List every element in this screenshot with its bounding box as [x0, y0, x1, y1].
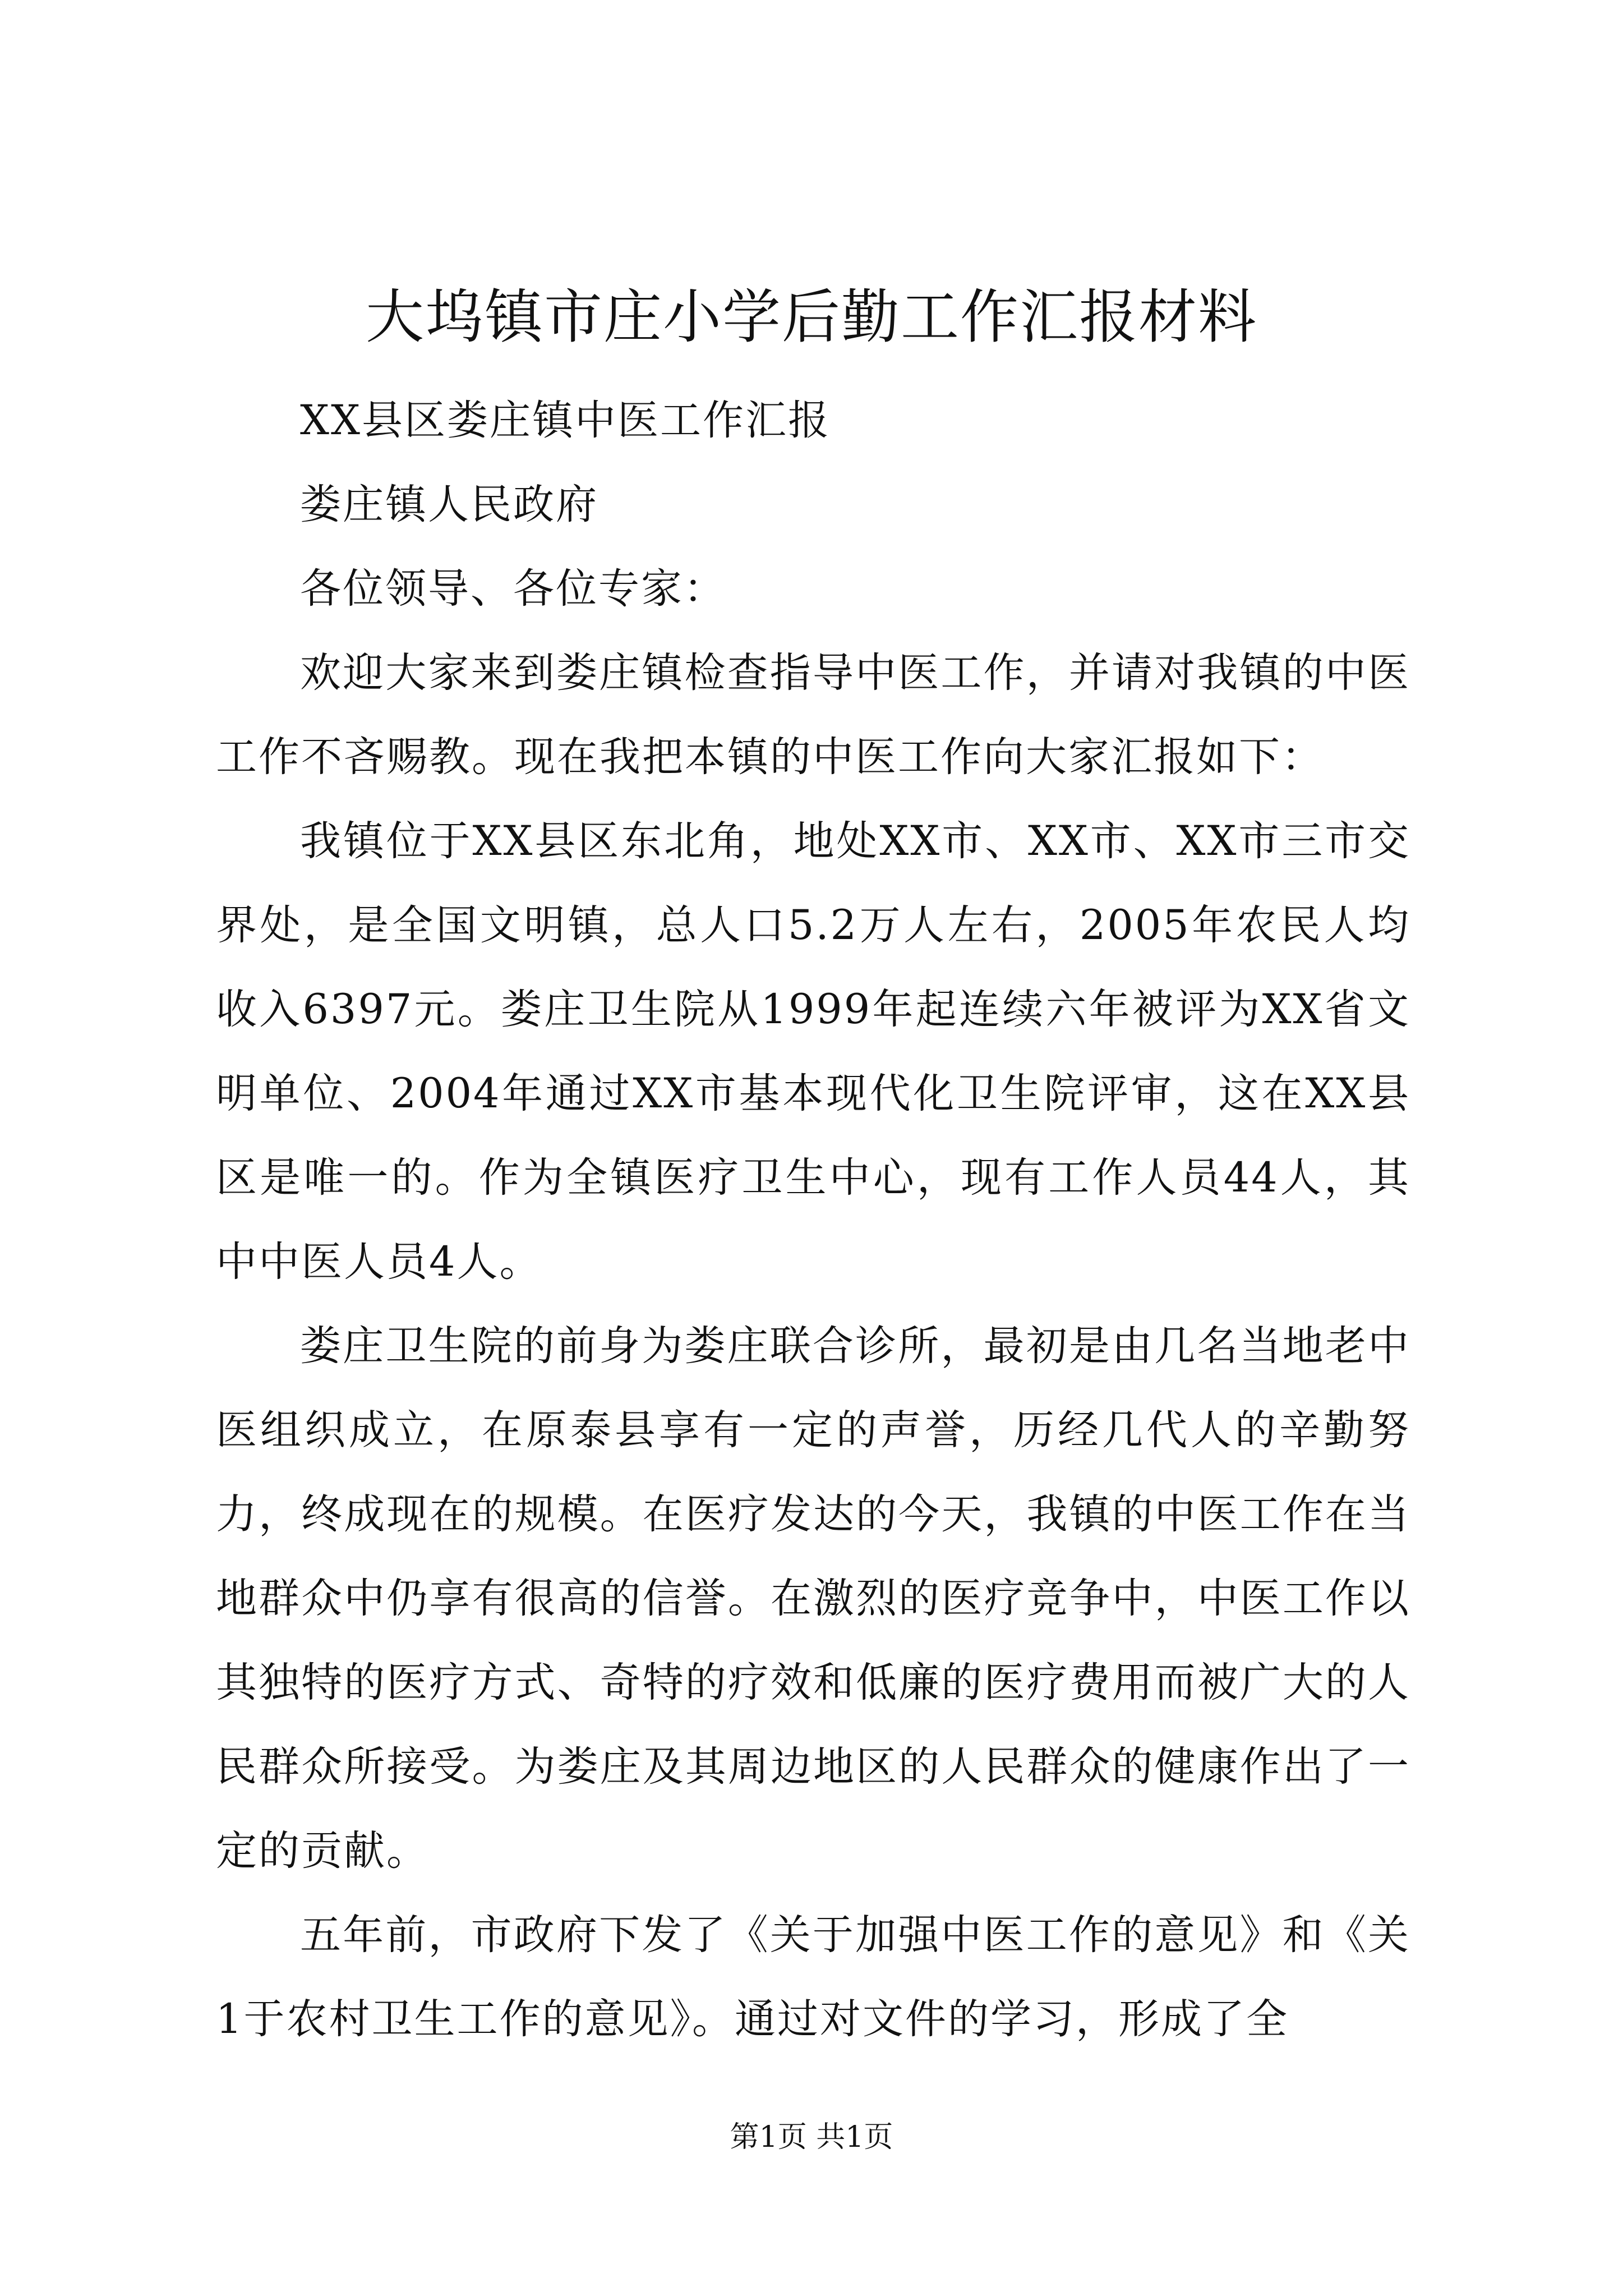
document-body	[216, 379, 1410, 2062]
paragraph: 娄庄镇人民政府	[300, 481, 598, 528]
page-footer: 第1页 共1页	[730, 2120, 893, 2154]
paragraph: 五年前，市政府下发了《关于加强中医工作的意见》和《关1于农村卫生工作的意见》。通过对文件的学习，形成了全	[216, 1911, 1410, 2043]
paragraph: 娄庄卫生院的前身为娄庄联合诊所，最初是由几名当地老中医组织成立，在原泰县享有一定的声誉，历经几代人的辛勤努力，终成现在的规模。在医疗发达的今天，我镇的中医工作在当地群众中仍享有很高的信誉。在激烈的医疗竞争中，中医工作以其独特的医疗方式、奇特的疗效和低廉的医疗费用而被广大的人民群众所接受。为娄庄及其周边地区的人民群众的健康作出了一定的贡献。	[216, 1322, 1410, 1875]
paragraph: 欢迎大家来到娄庄镇检查指导中医工作，并请对我镇的中医工作不吝赐教。现在我把本镇的中医工作向大家汇报如下：	[216, 649, 1410, 781]
paragraph: 我镇位于XX县区东北角，地处XX市、XX市、XX市三市交界处，是全国文明镇，总人口5.2万人左右，2005年农民人均收入6397元。娄庄卫生院从1999年起连续六年被评为XX省文明单位、2004年通过XX市基本现代化卫生院评审，这在XX县区是唯一的。作为全镇医疗卫生中心，现有工作人员44人，其中中医人员4人。	[216, 817, 1410, 1286]
paragraph: XX县区娄庄镇中医工作汇报	[300, 397, 831, 444]
paragraph: 各位领导、各位专家：	[300, 565, 726, 613]
document-title: 大坞镇市庄小学后勤工作汇报材料	[365, 283, 1257, 351]
